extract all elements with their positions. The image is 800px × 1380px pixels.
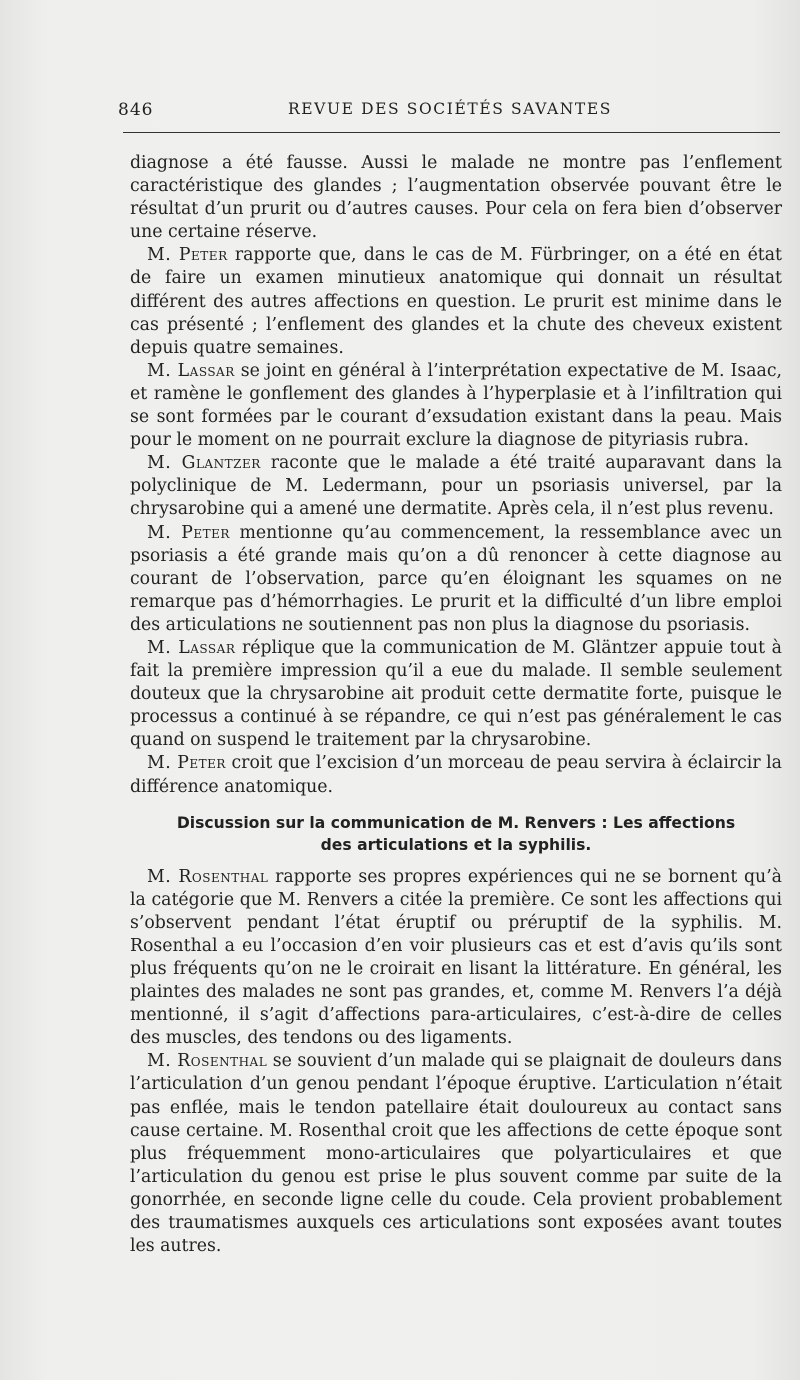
body-text (130, 152, 782, 1258)
section-title-line-2: des articulations et la syphilis. (320, 835, 592, 854)
paragraph-text: croit que l’excision d’un morceau de peau servira à éclaircir la différence anatomique. (130, 753, 782, 797)
paragraph (130, 244, 782, 359)
paragraph (130, 637, 782, 752)
speaker-name: M. Rosenthal (147, 1051, 268, 1072)
page-header (118, 100, 780, 126)
speaker-name: M. Glantzer (147, 453, 261, 474)
paragraph-text: diagnose a été fausse. Aussi le malade ne montre pas l’enflement caractéristique des glandes ; l’augmentation observée pouvant être le résultat d’un prurit ou d’autres causes. Pour cela on fera bien d’observer une certaine réserve. (130, 153, 782, 243)
paragraph-text: raconte que le malade a été traité auparavant dans la polyclinique de M. Ledermann, pour un psoriasis universel, par la chrysarobine qui a amené une dermatite. Après cela, il n’est plus revenu. (130, 453, 783, 520)
paragraph (130, 452, 782, 521)
paragraph-text: mentionne qu’au commencement, la ressemblance avec un psoriasis a été grande mais qu’on a dû renoncer à cette diagnose au courant de l’observation, parce qu’en éloignant les squames on ne remarque pas d’hémorrhagies. Le prurit et la difficulté d’un libre emploi des articulations ne soutiennent pas non plus la diagnose du psoriasis. (130, 522, 783, 635)
running-head: REVUE DES SOCIÉTÉS SAVANTES (288, 100, 613, 118)
paragraph (130, 1050, 782, 1258)
paragraph (130, 752, 782, 798)
paragraph-text: rapporte que, dans le cas de M. Fürbringer, on a été en état de faire un examen minutieux anatomique qui donnait un résultat différent des autres affections en question. Le prurit est minime dans le cas présenté ; l’enflement des glandes et la chute des cheveux existent depuis quatre semaines. (130, 245, 782, 358)
paragraph-text: réplique que la communication de M. Gläntzer appuie tout à fait la première impression qu’il a eue du malade. Il semble seulement douteux que la chrysarobine ait produit cette dermatite forte, puisque le processus a continué à se répandre, ce qui n’est pas généralement le cas quand on suspend le traitement par la chrysarobine. (130, 637, 782, 751)
paragraph-text: se souvient d’un malade qui se plaignait de douleurs dans l’articulation d’un genou pendant l’époque éruptive. L’articulation n’était pas enflée, mais le tendon patellaire était douloureux au contact sans cause certaine. M. Rosenthal croit que les affections de cette époque sont plus fréquemment mono-articulaires que polyarticulaires et que l’articulation du genou est prise le plus souvent comme par suite de la gonorrhée, en seconde ligne celle du coude. Cela provient probablement des traumatismes auxquels ces articulations sont exposées avant toutes les autres. (130, 1051, 782, 1257)
speaker-name: M. Peter (147, 753, 226, 774)
speaker-name: M. Lassar (147, 637, 236, 658)
section-title (130, 812, 782, 856)
paragraph (130, 360, 782, 452)
section-title-line-1: Discussion sur la communication de M. Renvers : Les affections (176, 813, 736, 832)
paragraph-text: rapporte ses propres expériences qui ne se bornent qu’à la catégorie que M. Renvers a citée la première. Ce sont les affections qui s’observent pendant l’état éruptif ou préruptif de la syphilis. M. Rosenthal a eu l’occasion d’en voir plusieurs cas et est d’avis qu’ils sont plus fréquents qu’on ne le croirait en lisant la littérature. En général, les plaintes des malades ne sont pas grandes, et, comme M. Renvers l’a déjà mentionné, il s’agit d’affections para-articulaires, c’est-à-dire de celles des muscles, des tendons ou des ligaments. (130, 866, 782, 1049)
paragraph (130, 866, 782, 1051)
paragraph (130, 152, 782, 244)
speaker-name: M. Peter (147, 522, 230, 543)
header-rule (123, 132, 780, 133)
paragraph (130, 522, 782, 637)
speaker-name: M. Lassar (147, 360, 235, 381)
paragraph-text: se joint en général à l’interprétation expectative de M. Isaac, et ramène le gonflement des glandes à l’hyperplasie et à l’infiltration qui se sont formées par le courant d’exsudation existant dans la peau. Mais pour le moment on ne pourrait exclure la diagnose de pityriasis rubra. (130, 360, 782, 451)
speaker-name: M. Peter (147, 245, 228, 266)
page-number: 846 (118, 100, 154, 120)
speaker-name: M. Rosenthal (147, 866, 269, 887)
